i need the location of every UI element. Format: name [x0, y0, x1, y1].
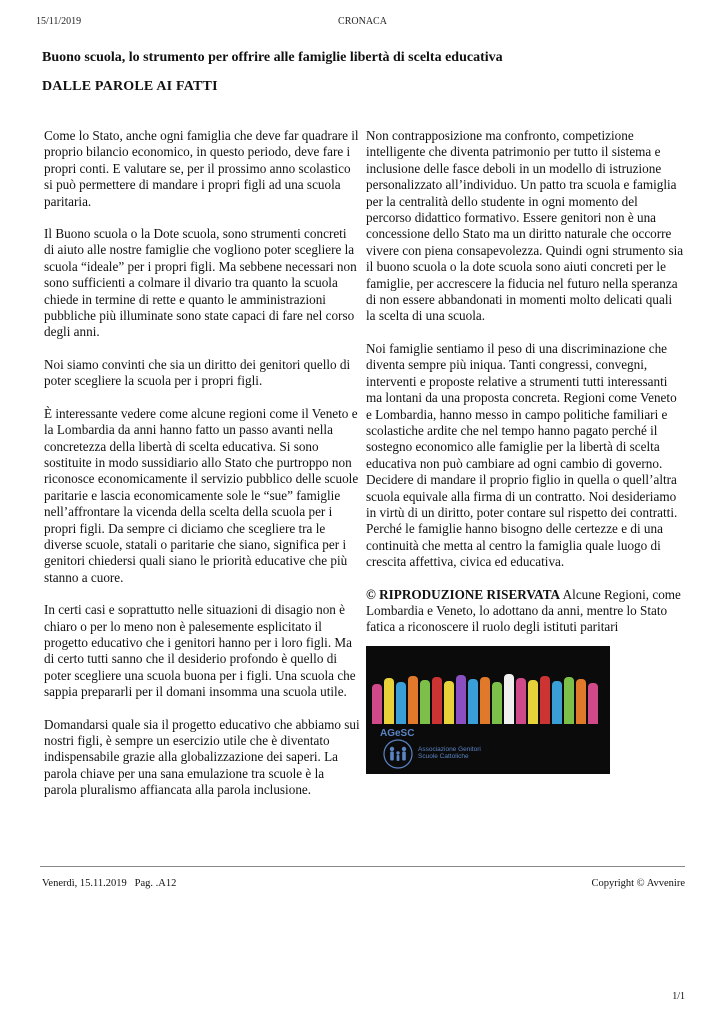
- paragraph: Noi famiglie sentiamo il peso di una discriminazione che diventa sempre più iniqua. Tanti congressi, convegni, interventi e proposte relative a strumenti tutti interessanti ma lontani da una proposta concreta. Regioni come Veneto e Lombardia, hanno messo in campo politiche familiari e scolastiche ardite che nel tempo hanno pagato perché il sostegno economico alle famiglie per la libertà di scelta educativa non può cambiare ad ogni cambio di governo. Decidere di mandare il proprio figlio in quella o quell’altra scuola equivale alla firma di un contratto. Noi desideriamo in virtù di un diritto, poter contare sul rispetto dei contratti. Perché le famiglie hanno bisogno delle certezze e di una continuità che metta al centro la famiglia quale luogo di crescita affettiva, civica ed educativa.: [366, 340, 678, 570]
- logo-subtitle: [418, 746, 481, 760]
- paragraph: Domandarsi quale sia il progetto educativo che abbiamo sui nostri figli, è sempre un esercizio utile che è diventato indispensabile grazie alla globalizzazione dei saperi. La parola chiave per una sana emulazione tra scuole è la parola pluralismo affiancata alla parola inclusione.: [44, 716, 360, 798]
- stage-photo: [366, 646, 610, 724]
- footer-issue: Venerdì, 15.11.2019 Pag. .A12: [42, 878, 177, 889]
- article-photo: [366, 646, 610, 774]
- page-number: 1/1: [672, 991, 685, 1002]
- article-kicker: DALLE PAROLE AI FATTI: [42, 79, 218, 94]
- paragraph: Come lo Stato, anche ogni famiglia che deve far quadrare il proprio bilancio economico, in questo periodo, deve fare i propri conti. E valutare se, per il prossimo anno scolastico si può permettere di mandare i propri figli ad una scuola paritaria.: [44, 128, 359, 209]
- article-headline: Buono scuola, lo strumento per offrire alle famiglie libertà di scelta educativa: [42, 50, 503, 65]
- copyright-notice: © RIPRODUZIONE RISERVATA: [366, 586, 561, 602]
- photo-caption: [366, 587, 684, 636]
- paragraph: È interessante vedere come alcune regioni come il Veneto e la Lombardia da anni hanno fatto un passo avanti nella concretezza della libertà di scelta educativa. Si sono sostituite in modo sussidiario allo Stato che purtroppo non riconosce economicamente il servizio pubblico delle scuole paritarie e lascia economicamente sole le “sue” famiglie nell’affrontare la vicenda della scelta della scuola per i propri figli. Da sempre ci diciamo che scegliere tra le diverse scuole, statali o paritarie che siano, significa per i genitori chiedersi quali siano le priorità educative che più stanno a cuore.: [44, 405, 359, 585]
- caption-text: Alcune Regioni, come Lombardia e Veneto, lo adottano da anni, mentre lo Stato fatica a riconoscere il ruolo degli istituti paritari: [366, 586, 681, 635]
- header-section: CRONACA: [338, 16, 387, 27]
- paragraph: Non contrapposizione ma confronto, competizione intelligente che diventa patrimonio per tutto il sistema e inclusione delle fasce deboli in un modello di istruzione personalizzato all’individuo. Un patto tra scuola e famiglia per la centralità dello studente in ogni momento del percorso didattico formativo. Essere genitori non è una concessione dello Stato ma un diritto naturale che occorre vivere con piena consapevolezza. Quindi ogni strumento sia il buono scuola o la dote scuola sono aiuti concreti per le famiglie, per accrescere la fiducia nel futuro nella speranza di non essere abbandonati in momenti molto delicati quali la scelta di una scuola.: [366, 128, 684, 324]
- paragraph: In certi casi e soprattutto nelle situazioni di disagio non è chiaro o per lo meno non è palesemente esplicitato il progetto educativo che i genitori hanno per i loro figli. Ma di certo tutti sanno che il desiderio profondo è quello di poter scegliere una scuola buona per i figli. Una scuola che sappia prepararli per il domani insomma una scuola utile.: [44, 602, 356, 700]
- footer-divider: [40, 866, 685, 867]
- footer-copyright: Copyright © Avvenire: [591, 878, 685, 889]
- logo-name: AGeSC: [380, 727, 415, 739]
- agesc-logo: [376, 726, 606, 772]
- right-column: [366, 128, 684, 774]
- paragraph: Il Buono scuola o la Dote scuola, sono strumenti concreti di aiuto alle nostre famiglie che vogliono poter scegliere la scuola “ideale” per i propri figli. Ma sebbene necessari non sono sufficienti a colmare il divario tra quanto la scuola chiede in termine di rette e quanto le amministrazioni pubbliche più illuminate sono state capaci di fare nel corso degli anni.: [44, 226, 357, 340]
- logo-subtitle-line: Scuole Cattoliche: [418, 752, 469, 760]
- left-column: [44, 128, 360, 815]
- logo-subtitle-line: Associazione Genitori: [418, 745, 481, 753]
- family-icon: [380, 739, 416, 769]
- paragraph: Noi siamo convinti che sia un diritto dei genitori quello di poter scegliere la scuola per i propri figli.: [44, 356, 351, 389]
- header-date: 15/11/2019: [36, 16, 82, 27]
